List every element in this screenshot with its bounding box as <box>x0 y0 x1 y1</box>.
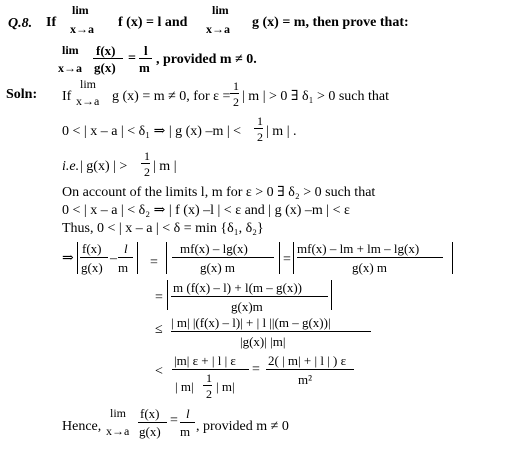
hence-rhs-bar <box>180 422 195 423</box>
step1-abs3-right <box>452 242 453 274</box>
step4-rhs-num: 2( | m| + | l | ) ε <box>268 353 347 368</box>
sol-line1-text: g (x) = m ≠ 0, for ε = <box>112 89 231 104</box>
hence-den: g(x) <box>139 424 161 439</box>
question-lim2-top: lim <box>212 3 229 17</box>
step1-abs-right <box>137 242 138 274</box>
step1-c-num: mf(x) – lm + lm – lg(x) <box>297 241 420 256</box>
step1-l-bar <box>118 257 133 258</box>
step1-c-den: g(x) m <box>352 260 388 275</box>
hence-label: Hence, <box>62 419 102 434</box>
step4-den-half-bar <box>203 385 212 386</box>
step1-b-den: g(x) m <box>200 260 236 275</box>
step2-eq: = <box>155 290 163 305</box>
step4-den-half-den: 2 <box>206 387 212 401</box>
step2-abs-left <box>167 280 168 310</box>
question-rhs-numerator: l <box>144 43 148 58</box>
step4-rhs-bar <box>266 369 354 370</box>
step1-f-num: f(x) <box>82 241 102 256</box>
question-lim3-sub: x→a <box>58 61 82 75</box>
hence-eq: = <box>170 413 178 428</box>
question-lim1-top: lim <box>72 3 89 17</box>
step4-den-right: | m| <box>216 379 235 394</box>
step1-eq2: = <box>283 252 291 267</box>
step4-bar <box>172 369 249 370</box>
step1-abs2-right <box>279 242 280 274</box>
sol-lim-top: lim <box>80 77 97 91</box>
hence-lim-sub: x→a <box>106 424 130 438</box>
question-proviso: , provided m ≠ 0. <box>156 52 257 67</box>
step1-implies: ⇒ <box>62 251 74 266</box>
step1-l-den: m <box>118 260 129 275</box>
step1-abs3-left <box>293 242 294 274</box>
question-number: Q.8. <box>8 16 33 31</box>
sol-line1-half-num: 1 <box>233 79 239 93</box>
step1-abs2-left <box>166 242 167 274</box>
step2-den: g(x)m <box>231 299 263 314</box>
step3-den: |g(x)| |m| <box>240 334 286 349</box>
sol-line3-tail: | m | <box>153 159 177 174</box>
step2-num: m (f(x) – l) + l(m – g(x)) <box>173 280 302 295</box>
sol-line2-half-num: 1 <box>257 114 263 128</box>
hence-num: f(x) <box>140 406 160 421</box>
sol-line3-half-num: 1 <box>144 149 150 163</box>
step4-den-half-num: 1 <box>206 371 212 385</box>
step1-minus: – <box>110 251 117 266</box>
sol-line1-tail: | m | > 0 ∃ δ₁ > 0 such that <box>242 89 390 104</box>
question-rhs-bar <box>139 58 152 59</box>
step1-eq1: = <box>150 255 158 270</box>
step1-b-num: mf(x) – lg(x) <box>180 241 248 256</box>
sol-line3-half-den: 2 <box>144 165 150 179</box>
step4-lt: < <box>155 364 163 379</box>
question-fraction-bar <box>93 58 123 59</box>
step2-bar <box>171 296 328 297</box>
hence-proviso: , provided m ≠ 0 <box>196 419 289 434</box>
step4-rhs-den: m² <box>298 372 313 387</box>
sol-line2-half-den: 2 <box>257 130 263 144</box>
step3-num: | m| |(f(x) – l)| + | l ||(m – g(x))| <box>171 315 331 330</box>
sol-line1-half-bar <box>230 93 239 94</box>
hence-bar <box>138 422 167 423</box>
question-rhs-denominator: m <box>139 60 150 75</box>
hence-rhs-den: m <box>180 424 191 439</box>
sol-line2-tail: | m | . <box>266 124 297 139</box>
hence-rhs-num: l <box>186 406 190 421</box>
sol-line3-half-bar <box>141 163 150 164</box>
step2-abs-right <box>331 280 332 310</box>
question-frac-numerator: f(x) <box>96 43 116 58</box>
sol-line5: 0 < | x – a | < δ₂ ⇒ | f (x) –l | < ε and | g (x) –m | < ε <box>62 203 350 218</box>
question-equals: = <box>128 51 136 66</box>
question-frac-denominator: g(x) <box>94 60 116 75</box>
question-lim1-sub: x→a <box>70 22 94 36</box>
step1-abs-left <box>77 242 78 274</box>
sol-if: If <box>62 89 72 104</box>
sol-line3-text: | g(x) | > <box>80 159 128 174</box>
step4-num: |m| ε + | l | ε <box>174 353 236 368</box>
sol-line4: On account of the limits l, m for ε > 0 ∃ δ₂ > 0 such that <box>62 185 376 200</box>
step4-den-left: | m| <box>175 379 194 394</box>
hence-lim-top: lim <box>110 406 127 420</box>
sol-line1-half-den: 2 <box>233 95 239 109</box>
step1-c-bar <box>297 257 443 258</box>
sol-lim-sub: x→a <box>76 94 100 108</box>
question-lim3-top: lim <box>62 43 79 57</box>
step3-bar <box>171 331 371 332</box>
question-if: If <box>46 15 57 30</box>
sol-line6: Thus, 0 < | x – a | < δ = min {δ₁, δ₂} <box>62 221 264 236</box>
step1-f-bar <box>80 257 108 258</box>
question-g-limit: g (x) = m, then prove that: <box>252 15 409 30</box>
question-lim2-sub: x→a <box>206 22 230 36</box>
sol-line2-half-bar <box>254 128 263 129</box>
solution-label: Soln: <box>6 87 38 102</box>
question-f-limit: f (x) = l and <box>118 15 188 30</box>
step1-l-num: l <box>124 241 128 256</box>
step1-b-bar <box>172 257 274 258</box>
sol-ie: i.e. <box>62 159 80 174</box>
sol-line2-text: 0 < | x – a | < δ₁ ⇒ | g (x) –m | < <box>62 124 242 139</box>
step3-le: ≤ <box>155 322 163 337</box>
step4-eq: = <box>252 362 260 377</box>
step1-f-den: g(x) <box>81 260 103 275</box>
